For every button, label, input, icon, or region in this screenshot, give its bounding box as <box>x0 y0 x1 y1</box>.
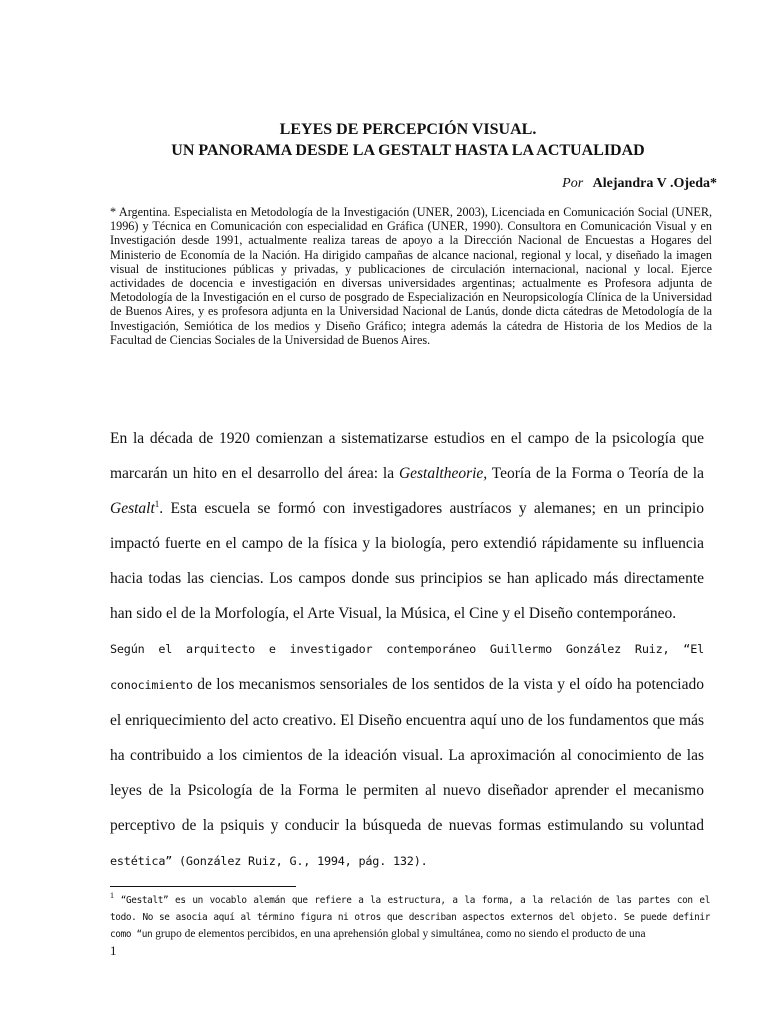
footnote-separator <box>110 886 296 887</box>
p2-body: de los mecanismos sensoriales de los sentidos de la vista y el oído ha potenciado el enriquecimiento del acto creativo. El Diseño encuentra aquí uno de los fundamentos que más ha contribuido a los cimientos de la ideación visual. La aproximación al conocimiento de las leyes de la Psicología de la Forma le permiten al nuevo diseñador aprender el mecanismo perceptivo de la psiquis y conducir la búsqueda de nuevas formas estimulando su voluntad <box>110 676 704 834</box>
author-bio: * Argentina. Especialista en Metodología de la Investigación (UNER, 2003), Licenciada en Comunicación Social (UNER, 1996) y Técnica en Comunicación con especialidad en Gráfica (UNER, 1990). Consultora en Comunicación Visual y en Investigación desde 1991, actualmente realiza tareas de apoyo a la Dirección Nacional de Encuestas a Hogares del Ministerio de Economía de la Nación. Ha dirigido campañas de alcance nacional, regional y local, y diseñado la imagen visual de instituciones públicas y privadas, y publicaciones de circulación internacional, nacional y local. Ejerce actividades de docencia e investigación en diversas universidades argentinas; actualmente es Profesora adjunta de Metodología de la Investigación en el curso de posgrado de Especialización en Neuropsicología Clínica de la Universidad de Buenos Aires, y es profesora adjunta en la Universidad Nacional de Lanús, donde dicta cátedras de Metodología de la Investigación, Semiótica de los medios y Diseño Gráfico; integra además la cátedra de Historia de los Medios de la Facultad de Ciencias Sociales de la Universidad de Buenos Aires. <box>110 205 712 347</box>
p1-italic-gestaltheorie: Gestaltheorie, <box>398 465 488 482</box>
p1-text-2: Teoría de la Forma o Teoría de la <box>487 465 704 482</box>
p1-text-1: En la década de 1920 comienzan a sistematizarse estudios en el campo de la psicología que marcarán un hito en el desarrollo del área: la <box>110 430 704 482</box>
author-prefix: Por <box>562 176 584 191</box>
page-number: 1 <box>110 943 117 958</box>
title-line-1: LEYES DE PERCEPCIÓN VISUAL. <box>279 121 537 138</box>
paragraph-2 <box>110 631 704 879</box>
footnote-text-serif: grupo de elementos percibidos, en una aprehensión global y simultánea, como no siendo el producto de una <box>152 928 646 940</box>
paragraph-1 <box>110 421 704 631</box>
p1-text-3: . Esta escuela se formó con investigadores austríacos y alemanes; en un principio impactó fuerte en el campo de la física y la biología, pero extendió rápidamente su influencia hacia todas las ciencias. Los campos donde sus principios se han aplicado más directamente han sido el de la Morfología, el Arte Visual, la Música, el Cine y el Diseño contemporáneo. <box>110 500 704 622</box>
p2-lead: Según el arquitecto e investigador contemporáneo Guillermo González Ruiz, “El conocimiento <box>110 642 704 692</box>
author-line <box>562 175 717 193</box>
main-body <box>110 421 704 879</box>
title-line-2: UN PANORAMA DESDE LA GESTALT HASTA LA ACTUALIDAD <box>171 142 645 159</box>
p2-citation: estética” (González Ruiz, G., 1994, pág. 132). <box>110 854 428 868</box>
footnote-mark: 1 <box>110 891 114 901</box>
footnote-text-mono: “Gestalt” es un vocablo alemán que refiere a la estructura, a la forma, a la relación de las partes con el todo. No se asocia aquí al término figura ni otros que describan aspectos externos del objeto. Se puede definir como “un <box>110 895 710 940</box>
document-title <box>100 119 716 161</box>
footnote-reference[interactable]: 1 <box>154 498 160 509</box>
author-name: Alejandra V .Ojeda* <box>592 176 717 191</box>
footnote <box>110 892 710 943</box>
p1-italic-gestalt: Gestalt <box>110 500 155 517</box>
